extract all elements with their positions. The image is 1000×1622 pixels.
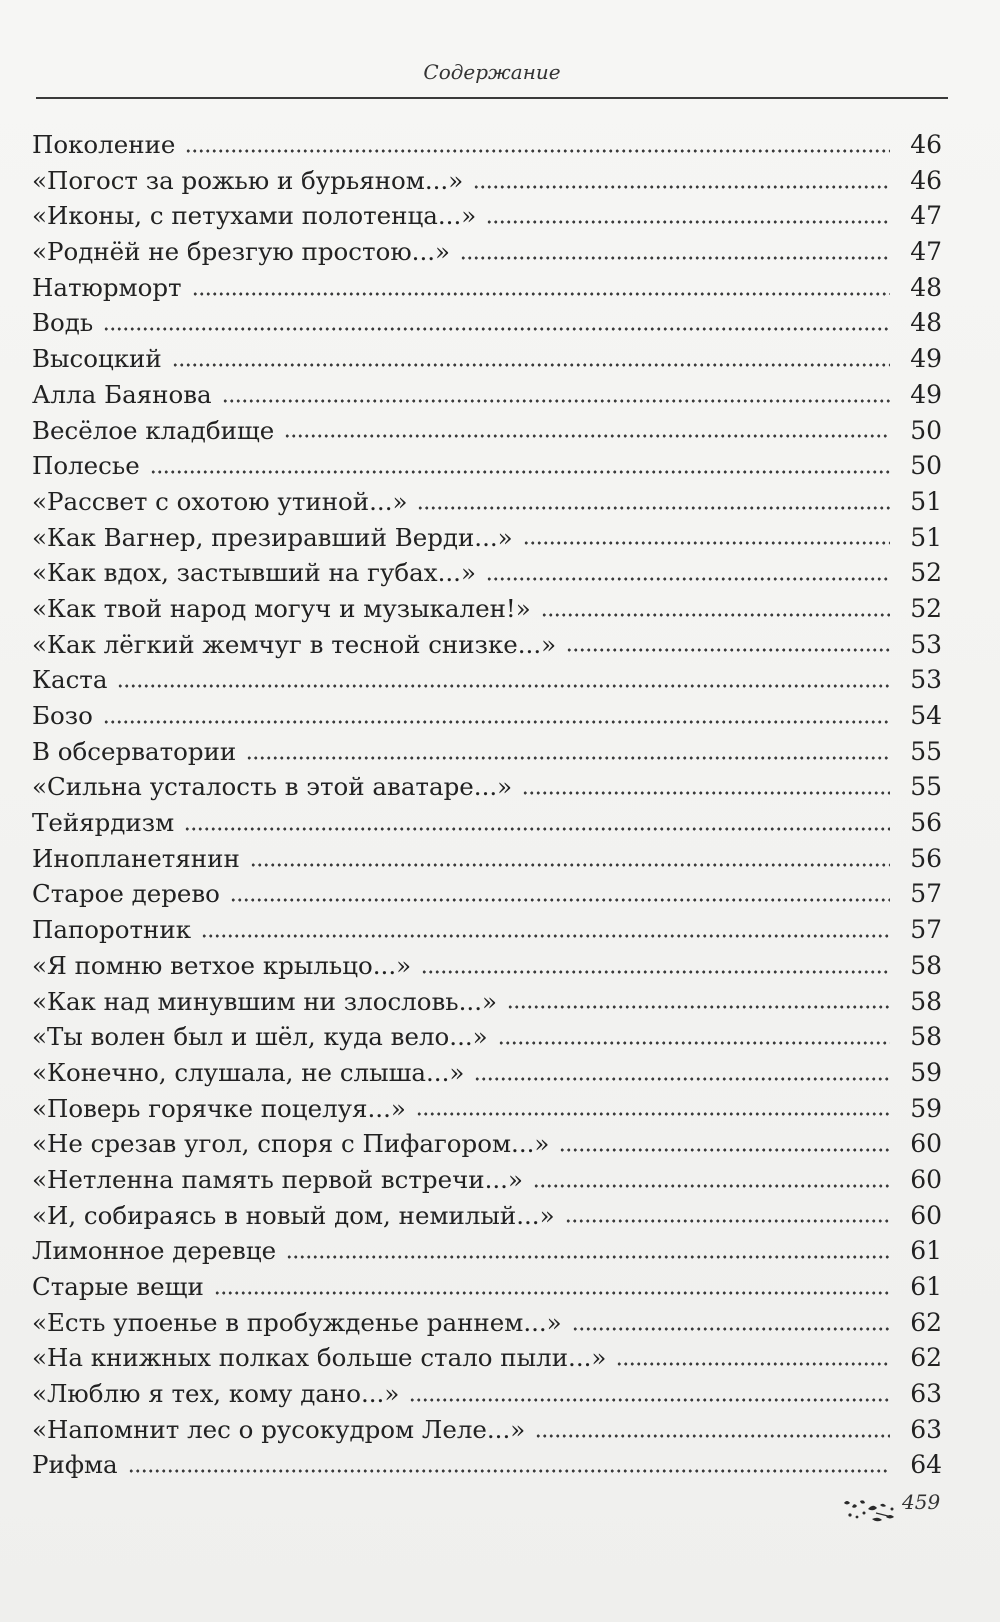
dot-leader [572, 1325, 890, 1333]
dot-leader [192, 290, 890, 298]
toc-entry-title: «Сильна усталость в этой аватаре...» [32, 772, 513, 802]
toc-entry-title: «Есть упоенье в пробужденье раннем...» [32, 1307, 562, 1337]
toc-entry-title: В обсерватории [32, 736, 237, 766]
toc-entry [32, 591, 942, 627]
toc-entry-title: Инопланетянин [32, 843, 240, 873]
dot-leader [541, 611, 890, 619]
toc-entry-title: Каста [32, 665, 108, 695]
toc-entry-page: 48 [910, 308, 942, 338]
toc-entry-title: «Как лёгкий жемчуг в тесной снизке...» [32, 629, 557, 659]
toc-entry-title: «И, собираясь в новый дом, немилый...» [32, 1200, 555, 1230]
toc-entry-title: «Рассвет с охотою утиной...» [32, 486, 408, 516]
toc-entry-title: Папоротник [32, 915, 192, 945]
toc-entry-page: 61 [910, 1272, 942, 1301]
toc-entry [32, 270, 942, 306]
dot-leader [474, 1075, 890, 1083]
toc-entry-page: 48 [910, 272, 942, 302]
toc-entry-title: «Как вдох, застывший на губах...» [32, 558, 476, 588]
toc-entry-title: «Нетленна память первой встречи...» [32, 1164, 523, 1194]
toc-entry [32, 377, 942, 413]
toc-entry-title: Водь [32, 308, 94, 338]
dot-leader [185, 147, 890, 155]
toc-entry-page: 55 [910, 736, 942, 766]
toc-entry-title: «Напомнит лес о русокудром Леле...» [32, 1414, 526, 1444]
toc-entry [32, 1412, 942, 1448]
dot-leader [246, 754, 890, 762]
toc-entry-page: 49 [910, 379, 942, 409]
toc-entry [32, 734, 942, 770]
dot-leader [222, 397, 890, 405]
toc-entry-page: 62 [910, 1343, 942, 1373]
toc-entry [32, 484, 942, 520]
dot-leader [103, 325, 890, 333]
dot-leader [522, 789, 890, 797]
toc-entry-page: 59 [910, 1057, 942, 1087]
toc-entry [32, 841, 942, 877]
dot-leader [230, 896, 890, 904]
toc-entry-title: «Я помню ветхое крыльцо...» [32, 950, 412, 980]
toc-entry-page: 56 [910, 843, 942, 873]
toc-entry [32, 448, 942, 484]
toc-entry-page: 62 [910, 1307, 942, 1337]
toc-entry-title: Высоцкий [32, 344, 162, 374]
toc-entry-page: 47 [910, 237, 942, 267]
toc-entry-page: 55 [910, 772, 942, 802]
toc-entry [32, 1305, 942, 1341]
toc-entry-page: 58 [910, 1022, 942, 1052]
toc-entry-title: Алла Баянова [32, 379, 212, 409]
toc-entry [32, 912, 942, 948]
dot-leader [565, 1217, 890, 1225]
toc-entry-title: «Как твой народ могуч и музыкален!» [32, 593, 531, 623]
toc-entry-page: 46 [910, 165, 942, 195]
toc-entry-page: 60 [910, 1164, 942, 1194]
toc-entry-title: Рифма [32, 1450, 118, 1480]
running-head: Содержание [423, 60, 561, 84]
dot-leader [523, 539, 890, 547]
dot-leader [416, 1110, 890, 1118]
toc-entry-page: 52 [910, 558, 942, 588]
toc-entry [32, 413, 942, 449]
toc-entry [32, 1447, 942, 1483]
toc-entry-page: 56 [910, 808, 942, 838]
dot-leader [214, 1289, 890, 1297]
toc-entry [32, 805, 942, 841]
dot-leader [486, 575, 890, 583]
toc-entry [32, 662, 942, 698]
toc-entry-page: 64 [910, 1450, 942, 1480]
toc-entry-title: Полесье [32, 451, 140, 481]
toc-entry-page: 57 [910, 879, 942, 909]
toc-entry [32, 555, 942, 591]
toc-entry [32, 876, 942, 912]
toc-entry-title: Бозо [32, 701, 93, 730]
toc-entry-title: «Иконы, с петухами полотенца...» [32, 201, 477, 231]
dot-leader [409, 1396, 890, 1404]
toc-entry-page: 53 [910, 629, 942, 659]
dot-leader [616, 1360, 890, 1368]
toc-entry-page: 51 [910, 486, 942, 516]
toc-entry [32, 1198, 942, 1234]
toc-entry [32, 984, 942, 1020]
toc-entry-title: «Как над минувшим ни злословь...» [32, 986, 497, 1016]
toc-entry [32, 163, 942, 199]
toc-entry [32, 1055, 942, 1091]
dot-leader [172, 361, 890, 369]
toc-entry [32, 1269, 942, 1305]
dot-leader [184, 825, 890, 833]
toc-entry [32, 520, 942, 556]
toc-entry [32, 1019, 942, 1055]
dot-leader [421, 968, 890, 976]
toc-entry [32, 1340, 942, 1376]
toc-entry-page: 52 [910, 593, 942, 623]
toc-entry [32, 1162, 942, 1198]
dot-leader [284, 432, 890, 440]
dot-leader [559, 1146, 890, 1154]
dot-leader [507, 1003, 890, 1011]
toc-entry-page: 61 [910, 1236, 942, 1266]
toc-entry-page: 54 [910, 701, 942, 730]
dot-leader [473, 183, 890, 191]
toc-entry-page: 63 [910, 1414, 942, 1444]
toc-entry-title: «Как Вагнер, презиравший Верди...» [32, 522, 513, 552]
toc-entry [32, 1126, 942, 1162]
toc-entry-title: «На книжных полках больше стало пыли...» [32, 1343, 607, 1373]
dot-leader [417, 504, 890, 512]
toc-entry [32, 305, 942, 341]
toc-entry-page: 51 [910, 522, 942, 552]
dot-leader [250, 861, 890, 869]
toc-entry [32, 127, 942, 163]
toc-entry-title: «Не срезав угол, споря с Пифагором...» [32, 1129, 550, 1159]
toc-entry-title: «Ты волен был и шёл, куда вело...» [32, 1022, 488, 1052]
toc-entry [32, 234, 942, 270]
toc-entry-title: Тейярдизм [32, 808, 175, 838]
toc-entry-title: «Конечно, слушала, не слыша...» [32, 1057, 465, 1087]
header-rule [36, 97, 948, 99]
table-of-contents [32, 127, 942, 1483]
toc-entry-title: Старое дерево [32, 879, 220, 909]
toc-entry [32, 1091, 942, 1127]
dot-leader [533, 1182, 890, 1190]
toc-entry [32, 341, 942, 377]
toc-entry-page: 57 [910, 915, 942, 945]
toc-entry-title: «Роднёй не брезгую простою...» [32, 237, 451, 267]
dot-leader [566, 646, 890, 654]
dot-leader [201, 932, 890, 940]
toc-entry-title: Поколение [32, 130, 176, 159]
dot-leader [117, 682, 890, 690]
dot-leader [486, 218, 890, 226]
dot-leader [128, 1467, 890, 1475]
dot-leader [498, 1039, 890, 1047]
toc-entry-title: «Поверь горячке поцелуя...» [32, 1093, 406, 1123]
dot-leader [535, 1432, 890, 1440]
toc-entry-page: 59 [910, 1093, 942, 1123]
toc-entry-page: 60 [910, 1129, 942, 1159]
toc-entry-page: 49 [910, 344, 942, 374]
toc-entry-page: 50 [910, 451, 942, 481]
dot-leader [150, 468, 890, 476]
dot-leader [103, 718, 890, 726]
toc-entry-page: 63 [910, 1379, 942, 1409]
dot-leader [286, 1253, 890, 1261]
toc-entry [32, 198, 942, 234]
toc-entry-page: 46 [910, 130, 942, 159]
page-number: 459 [902, 1490, 941, 1514]
toc-entry-title: «Погост за рожью и бурьяном...» [32, 165, 464, 195]
toc-entry-title: Натюрморт [32, 272, 182, 302]
toc-entry [32, 769, 942, 805]
toc-entry-page: 58 [910, 950, 942, 980]
toc-entry-page: 50 [910, 415, 942, 445]
toc-entry [32, 948, 942, 984]
toc-entry-page: 60 [910, 1200, 942, 1230]
toc-entry-page: 53 [910, 665, 942, 695]
toc-entry-title: Старые вещи [32, 1272, 204, 1301]
toc-entry-title: Лимонное деревце [32, 1236, 277, 1266]
leaf-ornament-icon [842, 1495, 902, 1525]
toc-entry-title: Весёлое кладбище [32, 415, 275, 445]
toc-entry [32, 1233, 942, 1269]
toc-entry-page: 58 [910, 986, 942, 1016]
toc-entry [32, 627, 942, 663]
toc-entry-title: «Люблю я тех, кому дано...» [32, 1379, 400, 1409]
toc-entry-page: 47 [910, 201, 942, 231]
toc-entry [32, 698, 942, 734]
toc-entry [32, 1376, 942, 1412]
dot-leader [460, 254, 890, 262]
